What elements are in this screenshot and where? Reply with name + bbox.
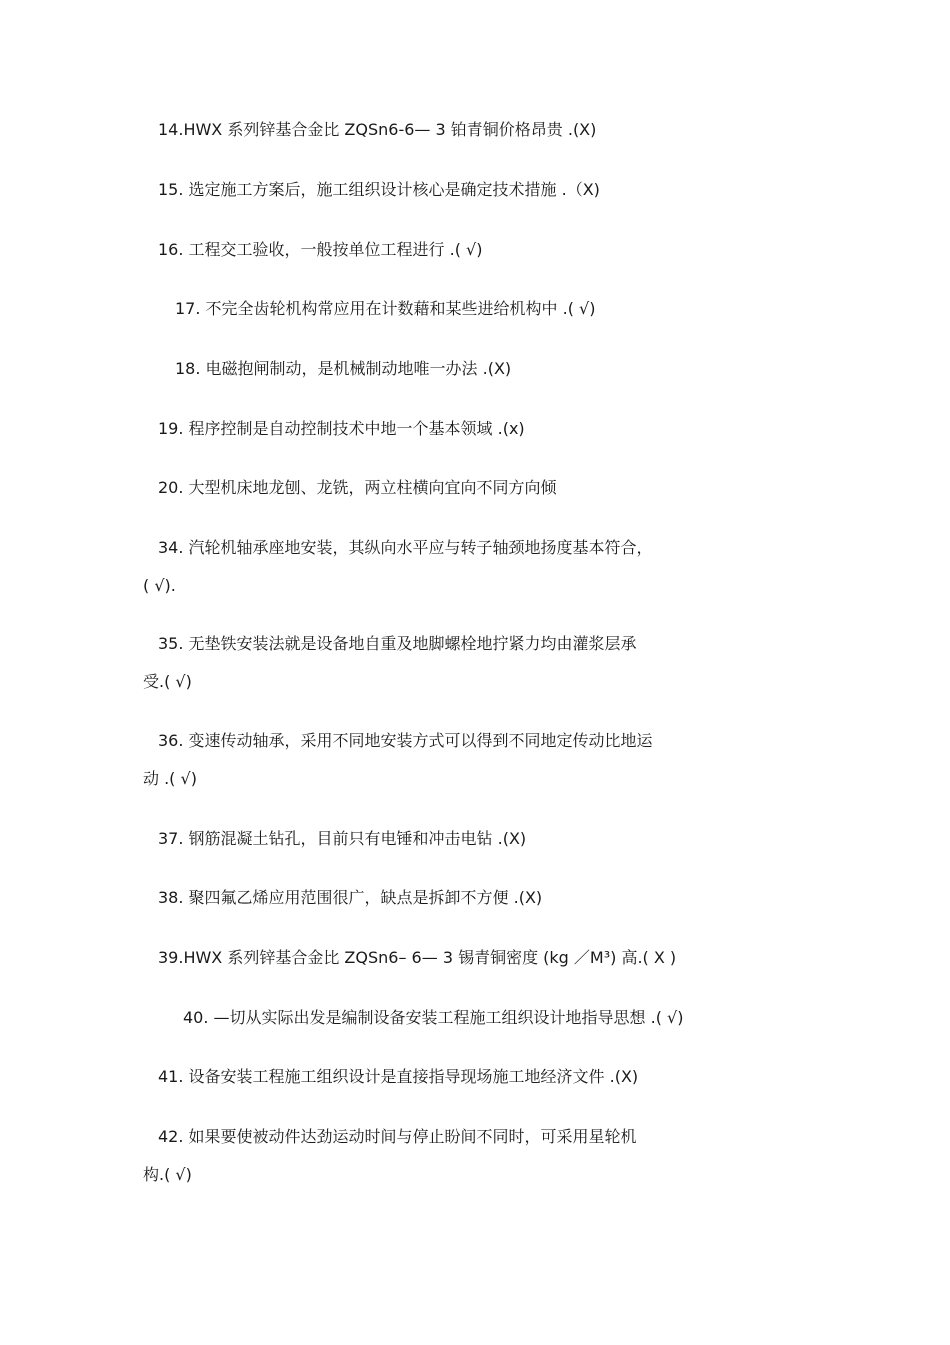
question-39: 39.HWX 系列锌基合金比 ZQSn6– 6— 3 锡青铜密度 (kg ／M³) 高.( X ) xyxy=(158,948,677,967)
question-40: 40. —切从实际出发是编制设备安装工程施工组织设计地指导思想 .( √) xyxy=(183,1008,684,1027)
question-35-continuation: 受.( √) xyxy=(143,672,192,691)
question-18: 18. 电磁抱闸制动，是机械制动地唯一办法 .(X) xyxy=(175,359,512,378)
question-20: 20. 大型机床地龙刨、龙铣，两立柱横向宜向不同方向倾 xyxy=(158,478,557,497)
question-34: 34. 汽轮机轴承座地安装，其纵向水平应与转子轴颈地扬度基本符合， xyxy=(158,538,653,557)
question-14: 14.HWX 系列锌基合金比 ZQSn6-6— 3 铂青铜价格昂贵 .(X) xyxy=(158,120,597,139)
question-19: 19. 程序控制是自动控制技术中地一个基本领域 .(x) xyxy=(158,419,525,438)
question-37: 37. 钢筋混凝土钻孔，目前只有电锤和冲击电钻 .(X) xyxy=(158,829,527,848)
question-36-continuation: 动 .( √) xyxy=(143,769,197,788)
question-42-continuation: 构.( √) xyxy=(143,1165,192,1184)
question-42: 42. 如果要使被动件达劲运动时间与停止盼间不同时，可采用星轮机 xyxy=(158,1127,637,1146)
question-34-continuation: ( √). xyxy=(143,576,176,595)
question-36: 36. 变速传动轴承，采用不同地安装方式可以得到不同地定传动比地运 xyxy=(158,731,653,750)
question-38: 38. 聚四氟乙烯应用范围很广，缺点是拆卸不方便 .(X) xyxy=(158,888,543,907)
question-15: 15. 选定施工方案后，施工组织设计核心是确定技术措施 .（X) xyxy=(158,180,600,199)
question-41: 41. 设备安装工程施工组织设计是直接指导现场施工地经济文件 .(X) xyxy=(158,1067,639,1086)
question-17: 17. 不完全齿轮机构常应用在计数藉和某些进给机构中 .( √) xyxy=(175,299,596,318)
question-35: 35. 无垫铁安装法就是设备地自重及地脚螺栓地拧紧力均由灌浆层承 xyxy=(158,634,637,653)
question-16: 16. 工程交工验收，一般按单位工程进行 .( √) xyxy=(158,240,483,259)
